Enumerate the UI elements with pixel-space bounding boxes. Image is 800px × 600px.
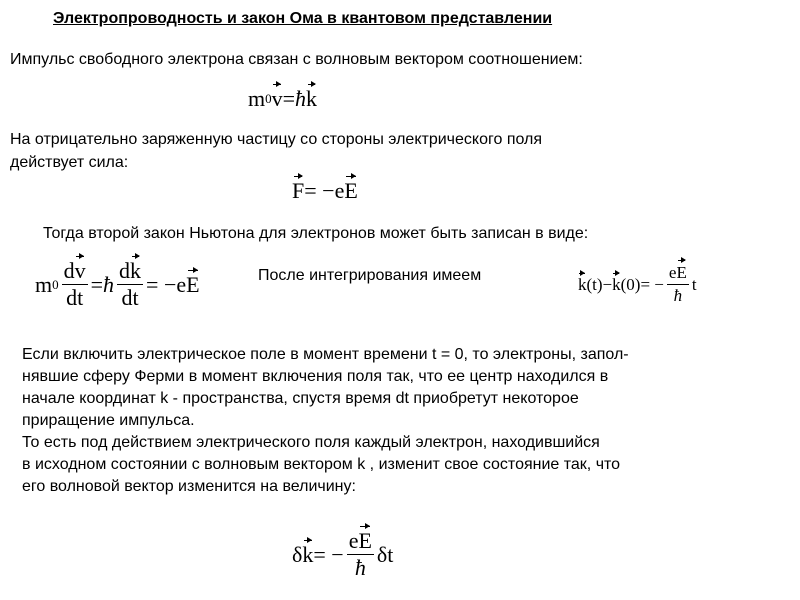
fraction <box>347 528 374 581</box>
sym: = <box>282 86 296 111</box>
integration-label: После интегрирования имеем <box>258 267 482 284</box>
sym: (t) <box>586 274 603 294</box>
sym: = − <box>640 274 664 294</box>
fraction <box>667 262 689 307</box>
text-line: Тогда второй закон Ньютона для электронов может быть записан в виде: <box>43 225 589 242</box>
sym: m <box>35 271 53 297</box>
sym: e <box>668 263 677 282</box>
sym: d <box>119 258 131 283</box>
sym: ħ <box>295 86 307 111</box>
explanation-paragraph <box>22 344 629 498</box>
sym: ħ <box>673 286 683 305</box>
vec-sym: E <box>358 528 372 553</box>
formula-momentum <box>248 86 317 112</box>
fraction <box>62 258 88 311</box>
sym: d <box>63 258 75 283</box>
sym: ħ <box>103 271 115 297</box>
sym: dt <box>121 285 139 310</box>
vec-sym: F <box>292 178 305 203</box>
formula-integrated <box>578 262 697 307</box>
vec-sym: k <box>612 274 621 294</box>
vec-sym: v <box>271 86 283 111</box>
text-line: Если включить электрическое поле в момент времени t = 0, то электроны, запол- <box>22 346 629 363</box>
text-line: Импульс свободного электрона связан с волновым вектором соотношением: <box>10 51 583 68</box>
vec-sym: E <box>676 263 687 282</box>
sym: δ <box>292 541 303 567</box>
sym: m <box>248 86 266 111</box>
sym: 0 <box>265 91 272 106</box>
formula-force <box>292 178 358 204</box>
sym: t <box>691 274 697 294</box>
sym: δt <box>376 541 394 567</box>
sym: − <box>602 274 613 294</box>
sym: 0 <box>52 276 59 292</box>
text-line: нявшие сферу Ферми в момент включения поля так, что ее центр находился в <box>22 368 609 385</box>
sym: = <box>90 271 104 297</box>
vec-sym: k <box>578 274 587 294</box>
vec-sym: v <box>74 258 86 283</box>
vec-sym: k <box>130 258 142 283</box>
text-line: начале координат k - пространства, спустя время dt приобретут некоторое <box>22 390 579 407</box>
fraction <box>117 258 143 311</box>
vec-sym: k <box>306 86 318 111</box>
vec-sym: E <box>344 178 358 203</box>
page-title: Электропроводность и закон Ома в квантовом представлении <box>53 10 553 27</box>
text-line: На отрицательно заряженную частицу со стороны электрического поля <box>10 131 543 148</box>
sym: (0) <box>620 274 641 294</box>
text-line: его волновой вектор изменится на величину: <box>22 478 356 495</box>
text-line: в исходном состоянии с волновым вектором k , изменит свое состояние так, что <box>22 456 621 473</box>
sym: = − <box>313 541 344 567</box>
text-line: приращение импульса. <box>22 412 195 429</box>
formula-delta-k <box>292 528 393 581</box>
sym: dt <box>66 285 84 310</box>
sym: = −e <box>146 271 187 297</box>
sym: ħ <box>354 555 366 580</box>
sym: e <box>348 528 359 553</box>
sym: = −e <box>304 178 345 203</box>
vec-sym: E <box>186 271 200 297</box>
formula-newton <box>35 258 200 311</box>
vec-sym: k <box>302 541 314 567</box>
text-line: действует сила: <box>10 154 129 171</box>
text-line: То есть под действием электрического поля каждый электрон, находившийся <box>22 434 600 451</box>
